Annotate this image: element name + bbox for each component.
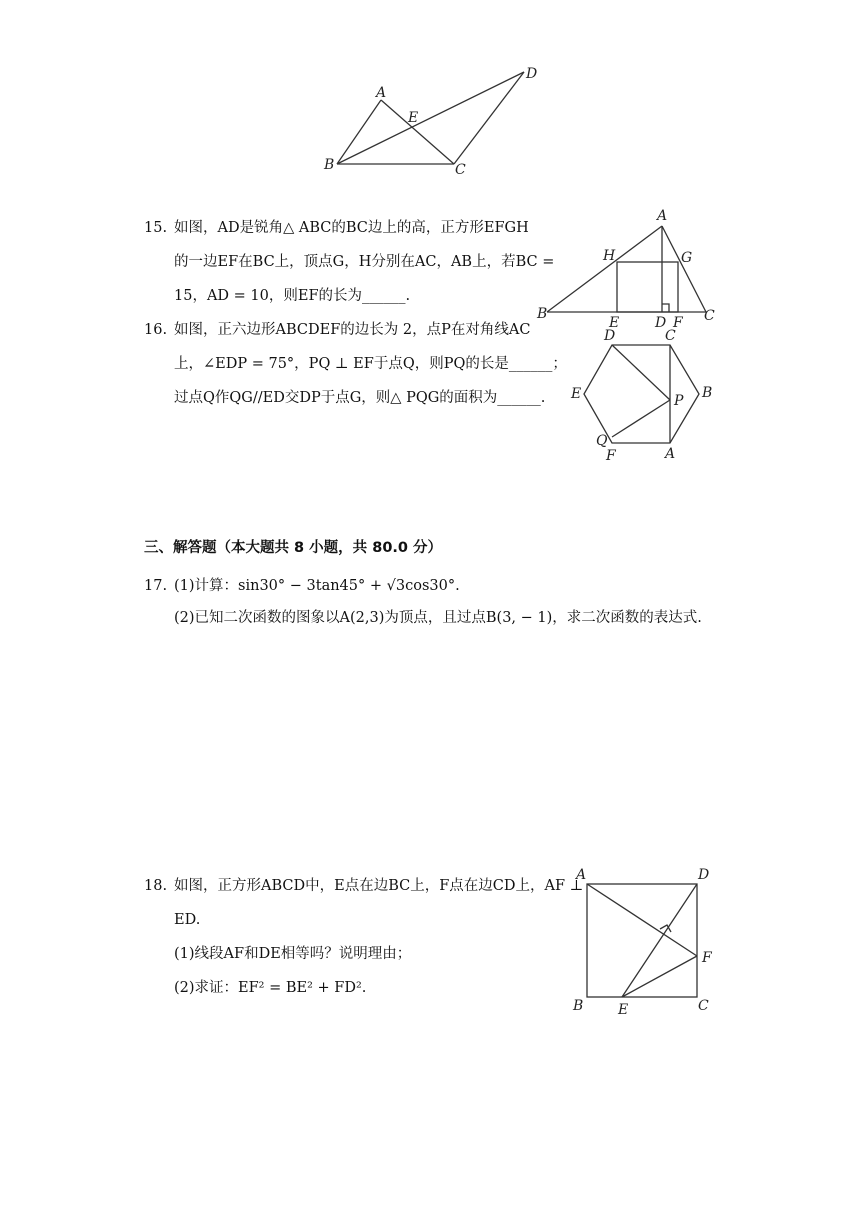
q15-line3: 15，AD = 10，则EF的长为______. xyxy=(174,288,411,304)
fig18-label-C: C xyxy=(698,998,709,1014)
fig15-label-A: A xyxy=(657,208,668,224)
fig14-label-D: D xyxy=(526,66,538,82)
fig18-label-E: E xyxy=(618,1002,629,1018)
fig16-label-C: C xyxy=(665,328,676,344)
q16-line2: 上，∠EDP = 75°，PQ ⊥ EF于点Q，则PQ的长是______； xyxy=(174,356,567,372)
q16-line3: 过点Q作QG//ED交DP于点G，则△ PQG的面积为______. xyxy=(174,390,546,406)
section-heading: 三、解答题（本大题共 8 小题，共 80.0 分） xyxy=(144,540,443,556)
fig16-label-Q: Q xyxy=(596,433,608,449)
fig18-label-B: B xyxy=(573,998,584,1014)
fig14-label-A: A xyxy=(376,85,387,101)
fig16-label-A: A xyxy=(665,446,676,462)
q16-line1: 如图，正六边形ABCDEF的边长为 2，点P在对角线AC xyxy=(174,322,531,338)
q18-line1: 如图，正方形ABCD中，E点在边BC上，F点在边CD上，AF ⊥ xyxy=(174,878,584,894)
fig15-label-G: G xyxy=(681,250,693,266)
fig16-label-F: F xyxy=(606,448,616,464)
fig15-label-F: F xyxy=(673,315,683,331)
fig15-label-E: E xyxy=(609,315,620,331)
q18-line2: ED. xyxy=(174,912,201,928)
q17-part2: (2)已知二次函数的图象以A(2,3)为顶点，且过点B(3, − 1)，求二次函数的表达式. xyxy=(174,610,702,626)
q15-number: 15. xyxy=(144,220,168,236)
fig14-label-E: E xyxy=(408,110,419,126)
q17-number: 17. xyxy=(144,578,168,594)
fig18-label-A: A xyxy=(576,867,587,883)
fig16-label-D: D xyxy=(604,328,616,344)
q18-part2: (2)求证：EF² = BE² + FD². xyxy=(174,980,367,996)
q15-line1: 如图，AD是锐角△ ABC的BC边上的高，正方形EFGH xyxy=(174,220,529,236)
fig16-label-E: E xyxy=(571,386,582,402)
fig18-label-D: D xyxy=(698,867,710,883)
fig14-label-B: B xyxy=(324,157,335,173)
fig16-label-B: B xyxy=(702,385,713,401)
fig15-label-D: D xyxy=(655,315,667,331)
fig15-label-H: H xyxy=(603,248,616,264)
q18-part1: (1)线段AF和DE相等吗？说明理由； xyxy=(174,946,412,962)
fig15-label-B: B xyxy=(537,306,548,322)
fig18-label-F: F xyxy=(702,950,712,966)
q17-part1: (1)计算：sin30° − 3tan45° + √3cos30°. xyxy=(174,578,460,594)
q16-number: 16. xyxy=(144,322,168,338)
fig15-label-C: C xyxy=(704,308,715,324)
q18-number: 18. xyxy=(144,878,168,894)
q15-line2: 的一边EF在BC上，顶点G，H分别在AC，AB上，若BC = xyxy=(174,254,555,270)
fig14-label-C: C xyxy=(455,162,466,178)
fig16-label-P: P xyxy=(674,393,684,409)
